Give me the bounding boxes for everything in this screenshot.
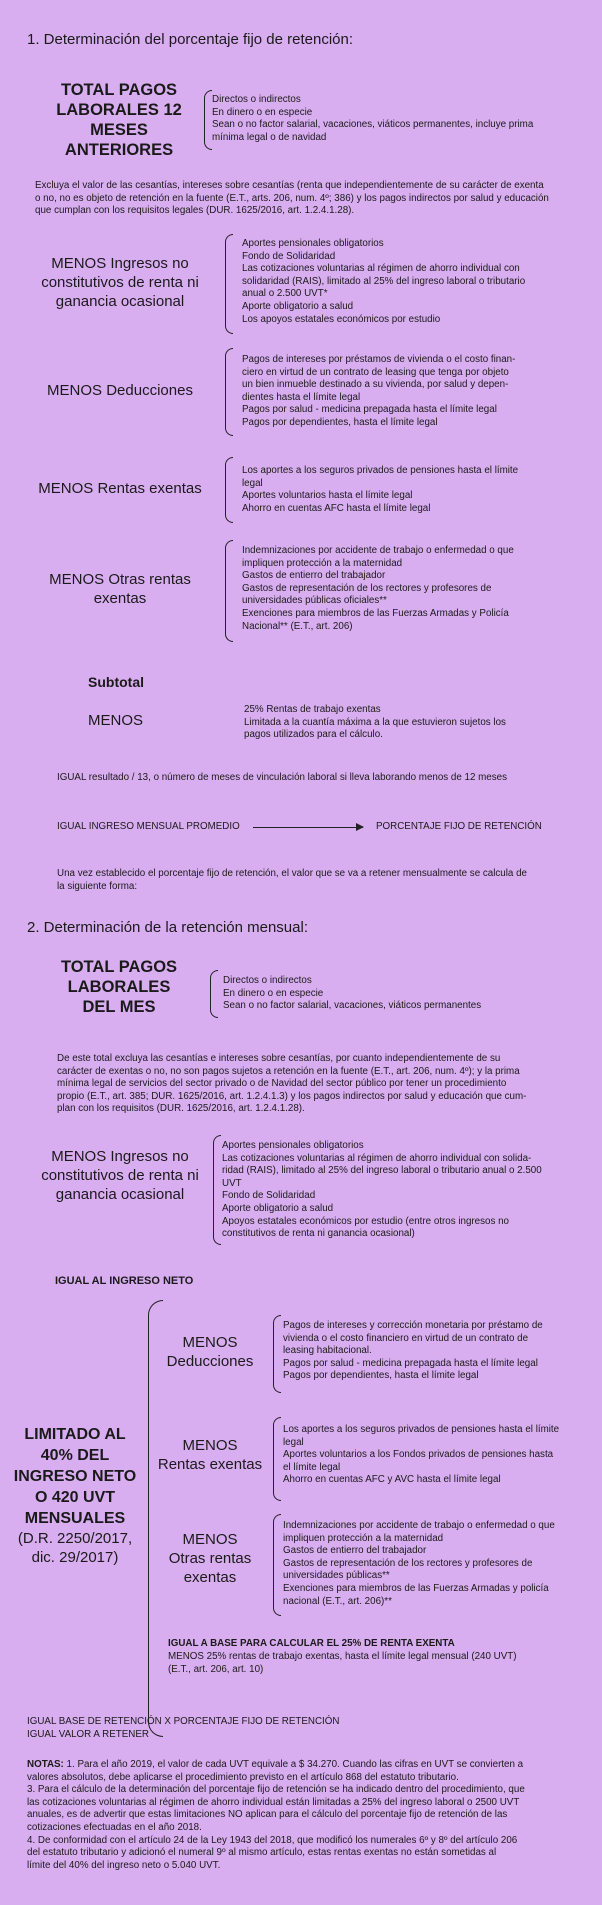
brace	[204, 90, 212, 150]
section-2-title: 2. Determinación de la retención mensual:	[27, 919, 308, 936]
brace	[213, 1135, 221, 1245]
brace	[210, 970, 218, 1018]
s2-deducciones-items: Pagos de intereses y corrección monetaria por préstamo de vivienda o el costo financiero en virtud de un contrato de leasing habitacional. Pagos por salud - medicina prepagada hasta el límite legal Pagos por dependientes, hasta el límite legal	[283, 1320, 543, 1382]
brace	[273, 1417, 281, 1501]
s1-otras-label: MENOS Otras rentas exentas	[49, 571, 191, 607]
s1-igual-resultado: IGUAL resultado / 13, o número de meses de vinculación laboral si lleva laborando menos de 12 meses	[57, 772, 508, 783]
s2-rentas-label: MENOS Rentas exentas	[157, 1437, 263, 1473]
s2-igual-base: IGUAL A BASE PARA CALCULAR EL 25% DE RENTA EXENTA	[168, 1638, 455, 1649]
s1-deducciones-label: MENOS Deducciones	[47, 382, 193, 399]
s2-total-label: TOTAL PAGOS LABORALES DEL MES	[60, 958, 178, 1016]
s2-otras-items: Indemnizaciones por accidente de trabajo o enfermedad o que impliquen protección a la maternidad Gastos de entierro del trabajador Gastos de representación de los rectores y profesores de universidades públicas** Exenciones para miembros de las Fuerzas Armadas y policía nacional (E.T., art. 206)**	[283, 1520, 555, 1607]
brace	[273, 1514, 281, 1616]
brace	[225, 457, 233, 523]
notas-label: NOTAS:	[27, 1759, 64, 1770]
notas: NOTAS: 1. Para el año 2019, el valor de cada UVT equivale a $ 34.270. Cuando las cifras en UVT se convierten a valores absolutos, debe aplicarse el procedimiento previsto en el artículo 868 del estatuto tributario. 3. Para el cálculo de la determinación del porcentaje fijo de retención se ha indicado dentro del procedimiento, que las cotizaciones voluntarias al régimen de ahorro individual están limitadas a 25% del ingreso laboral o 2500 UVT anuales, es de advertir que estas limitaciones NO aplican para el cálculo del porcentaje fijo de retención de las cotizaciones efectuadas en el año 2018. 4. De conformidad con el artículo 24 de la Ley 1943 del 2018, que modificó los numerales 6º y 8º del artículo 206 del estatuto tributario y adicionó el numeral 9º al mismo artículo, estas rentas exentas no están sometidas al límite del 40% del ingreso neto o 5.040 UVT.	[27, 1759, 525, 1871]
s1-deducciones-items: Pagos de intereses por préstamos de vivienda o el costo finan- ciero en virtud de un contrato de leasing que tenga por objeto un bien inmueble destinado a su vivienda, por salud y depen- dientes hasta el límite legal Pagos por salud - medicina prepagada hasta el límite legal Pagos por dependientes, hasta el límite legal	[242, 354, 516, 428]
s1-otras-items: Indemnizaciones por accidente de trabajo o enfermedad o que impliquen protección a la maternidad Gastos de entierro del trabajador Gastos de representación de los rectores y profesores de universidades públicas oficiales** Exenciones para miembros de las Fuerzas Armadas y Policía Nacional** (E.T., art. 206)	[242, 545, 514, 632]
s2-deducciones-label: MENOS Deducciones	[166, 1334, 254, 1370]
s2-limitado-block: LIMITADO AL 40% DEL INGRESO NETO O 420 UVT MENSUALES (D.R. 2250/2017, dic. 29/2017)	[13, 1426, 137, 1566]
s2-igual-neto: IGUAL AL INGRESO NETO	[55, 1275, 194, 1287]
brace	[273, 1315, 281, 1393]
s1-rentas-label: MENOS Rentas exentas	[38, 480, 202, 497]
s1-rentas-items: Los aportes a los seguros privados de pensiones hasta el límite legal Aportes voluntarios hasta el límite legal Ahorro en cuentas AFC hasta el límite legal	[242, 465, 519, 514]
s2-igual-base-items: MENOS 25% rentas de trabajo exentas, hasta el límite legal mensual (240 UVT) (E.T., art. 206, art. 10)	[168, 1651, 517, 1675]
s2-otras-label: MENOS Otras rentas exentas	[168, 1531, 252, 1586]
s2-total-items: Directos o indirectos En dinero o en especie Sean o no factor salarial, vacaciones, viáticos permanentes	[223, 975, 482, 1012]
s1-igual-ingreso: IGUAL INGRESO MENSUAL PROMEDIO	[57, 821, 240, 832]
s2-ingresos-items: Aportes pensionales obligatorios Las cotizaciones voluntarias al régimen de ahorro individual con solida- ridad (RAIS), limitado al 25% del ingreso laboral o tributario anual o 2.500 UVT Fondo de Solidaridad Aporte obligatorio a salud Apoyos estatales económicos por estudio (entre otros ingresos no constitutivos de renta ni ganancia ocasional)	[222, 1140, 542, 1240]
section-1-title: 1. Determinación del porcentaje fijo de retención:	[27, 31, 354, 48]
s2-rentas-items: Los aportes a los seguros privados de pensiones hasta el límite legal Aportes voluntarios a los Fondos privados de pensiones hasta el límite legal Ahorro en cuentas AFC y AVC hasta el límite legal	[283, 1424, 560, 1486]
s1-ingresos-items: Aportes pensionales obligatorios Fondo de Solidaridad Las cotizaciones voluntarias al régimen de ahorro individual con solidaridad (RAIS), limitado al 25% del ingreso laboral o tributario anual o 2.500 UVT* Aporte obligatorio a salud Los apoyos estatales económicos por estudio	[242, 238, 526, 325]
brace	[225, 348, 233, 436]
s1-una-vez: Una vez establecido el porcentaje fijo de retención, el valor que se va a retener mensualmente se calcula de la siguiente forma:	[57, 868, 527, 892]
s1-ingresos-label: MENOS Ingresos no constitutivos de renta ni ganancia ocasional	[41, 255, 199, 310]
brace	[225, 234, 233, 334]
s2-excluye-text: De este total excluya las cesantías e intereses sobre cesantías, por cuanto independientemente de su carácter de exentas o no, no son pagos sujetos a retención en la fuente (E.T., art. 206, num. 4º); y la prima mínima legal de servicios del sector privado o de Navidad del sector público por tener un procedimiento propio (E.T., art. 385; DUR. 1625/2016, art. 1.2.4.1.3) y los pagos indirectos por salud y educación que cum- plan con los requisitos (DUR. 1625/2016, art. 1.2.4.1.28).	[57, 1053, 527, 1115]
s1-menos-items: 25% Rentas de trabajo exentas Limitada a la cuantía máxima a la que estuvieron sujetos los pagos utilizados para el cálculo.	[244, 704, 506, 741]
s1-excluye-text: Excluya el valor de las cesantías, intereses sobre cesantías (renta que independientemente de su carácter de exenta o no, no es objeto de retención en la fuente (E.T., arts. 206, num. 4º; 386) y los pagos indirectos por salud y educación que cumplan con los requisitos legales (DUR. 1625/2016, art. 1.2.4.1.28).	[35, 180, 549, 217]
s2-final: IGUAL BASE DE RETENCIÓN X PORCENTAJE FIJO DE RETENCIÓN IGUAL VALOR A RETENER	[27, 1716, 340, 1740]
s1-subtotal: Subtotal	[88, 674, 144, 690]
s2-ingresos-label: MENOS Ingresos no constitutivos de renta ni ganancia ocasional	[41, 1148, 199, 1203]
arrow-right-icon	[253, 827, 363, 828]
s1-total-label: TOTAL PAGOS LABORALES 12 MESES ANTERIORES	[56, 81, 182, 159]
s1-menos-label: MENOS	[88, 712, 144, 729]
brace	[225, 540, 233, 642]
s1-total-items: Directos o indirectos En dinero o en especie Sean o no factor salarial, vacaciones, viáticos permanentes, incluye prima mínima legal o de navidad	[212, 94, 534, 143]
s1-porcentaje: PORCENTAJE FIJO DE RETENCIÓN	[376, 821, 542, 832]
